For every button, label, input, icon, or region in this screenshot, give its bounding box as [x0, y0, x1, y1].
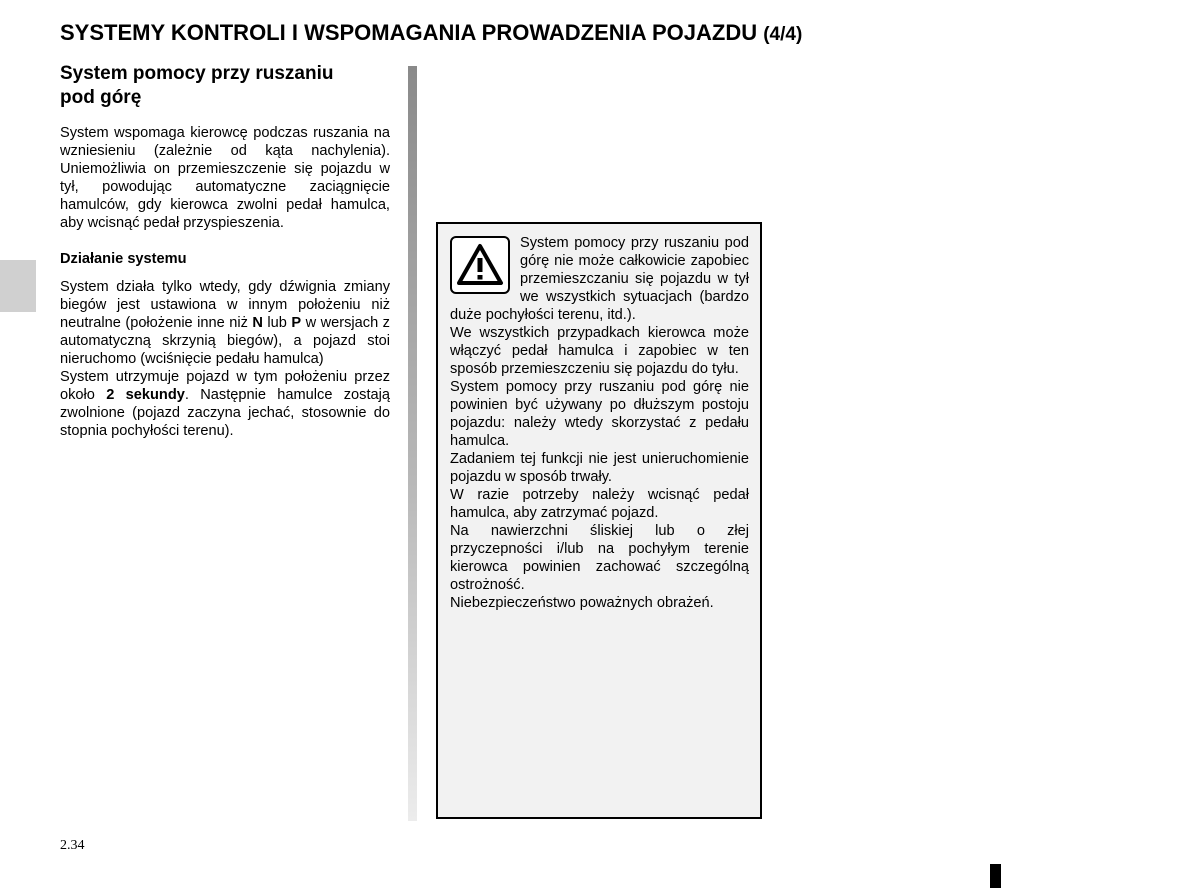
page-part: (4/4) — [763, 24, 803, 45]
hold-duration: 2 sekundy — [106, 387, 185, 403]
warning-paragraph: Niebezpieczeństwo poważnych obrażeń. — [450, 595, 714, 611]
left-column — [60, 62, 390, 440]
warning-paragraph: System pomocy przy ruszaniu pod górę nie powinien być używany po dłuższym postoju pojazdu: należy wtedy skorzystać z pedału hamulca. — [450, 379, 749, 449]
warning-paragraph: Na nawierzchni śliskiej lub o złej przyczepności i/lub na pochyłym terenie kierowca powinien zachować szczególną ostrożność. — [450, 523, 749, 593]
gear-n: N — [252, 315, 263, 331]
hold-text-2: . Następnie hamulce zostają zwolnione (pojazd zaczyna jechać, stosownie do stopnia pochyłości terenu). — [60, 387, 390, 439]
warning-paragraph: W razie potrzeby należy wcisnąć pedał hamulca, aby zatrzymać pojazd. — [450, 487, 749, 521]
corner-marker — [990, 864, 1001, 888]
operation-text-3: w wersjach z automatyczną skrzynią biegów), a pojazd stoi nieruchomo (wciśnięcie pedału hamulca) — [60, 315, 390, 367]
section-title — [60, 62, 390, 110]
hold-text-1: System utrzymuje pojazd w tym położeniu przez około — [60, 369, 390, 403]
column-divider-bar — [408, 66, 417, 821]
page-title-text: SYSTEMY KONTROLI I WSPOMAGANIA PROWADZENIA POJAZDU — [60, 20, 758, 45]
section-title-line1: System pomocy przy ruszaniu — [60, 63, 334, 84]
warning-box — [436, 222, 762, 819]
operation-text-1: System działa tylko wtedy, gdy dźwignia zmiany biegów jest ustawiona w innym położeniu niż neutralne (położenie inne niż — [60, 279, 390, 331]
warning-triangle-icon — [450, 236, 510, 294]
intro-paragraph: System wspomaga kierowcę podczas ruszania na wzniesieniu (zależnie od kąta nachylenia). Uniemożliwia on przemieszczenie się pojazdu w tył, powodując automatyczne zaciągnięcie hamulców, gdy kierowca zwolni pedał hamulca, aby wcisnąć pedał przyspieszenia. — [60, 125, 390, 231]
page-title — [60, 20, 802, 46]
operation-paragraph — [60, 278, 390, 368]
section-title-line2: pod górę — [60, 87, 142, 108]
gear-p: P — [291, 315, 302, 331]
warning-paragraph: We wszystkich przypadkach kierowca może włączyć pedał hamulca i zapobiec w ten sposób przemieszczeniu się pojazdu do tyłu. — [450, 325, 749, 377]
warning-paragraph: System pomocy przy ruszaniu pod górę nie może całkowicie zapobiec przemieszczaniu się pojazdu w tył we wszystkich sytuacjach (bardzo duże pochyłości terenu, itd.). — [450, 235, 749, 323]
hold-paragraph — [60, 368, 390, 440]
page-number: 2.34 — [60, 838, 85, 853]
operation-text-2: lub — [262, 315, 292, 331]
chapter-tab — [0, 260, 36, 312]
warning-paragraph: Zadaniem tej funkcji nie jest unieruchomienie pojazdu w sposób trwały. — [450, 451, 749, 485]
subheading: Działanie systemu — [60, 251, 187, 267]
